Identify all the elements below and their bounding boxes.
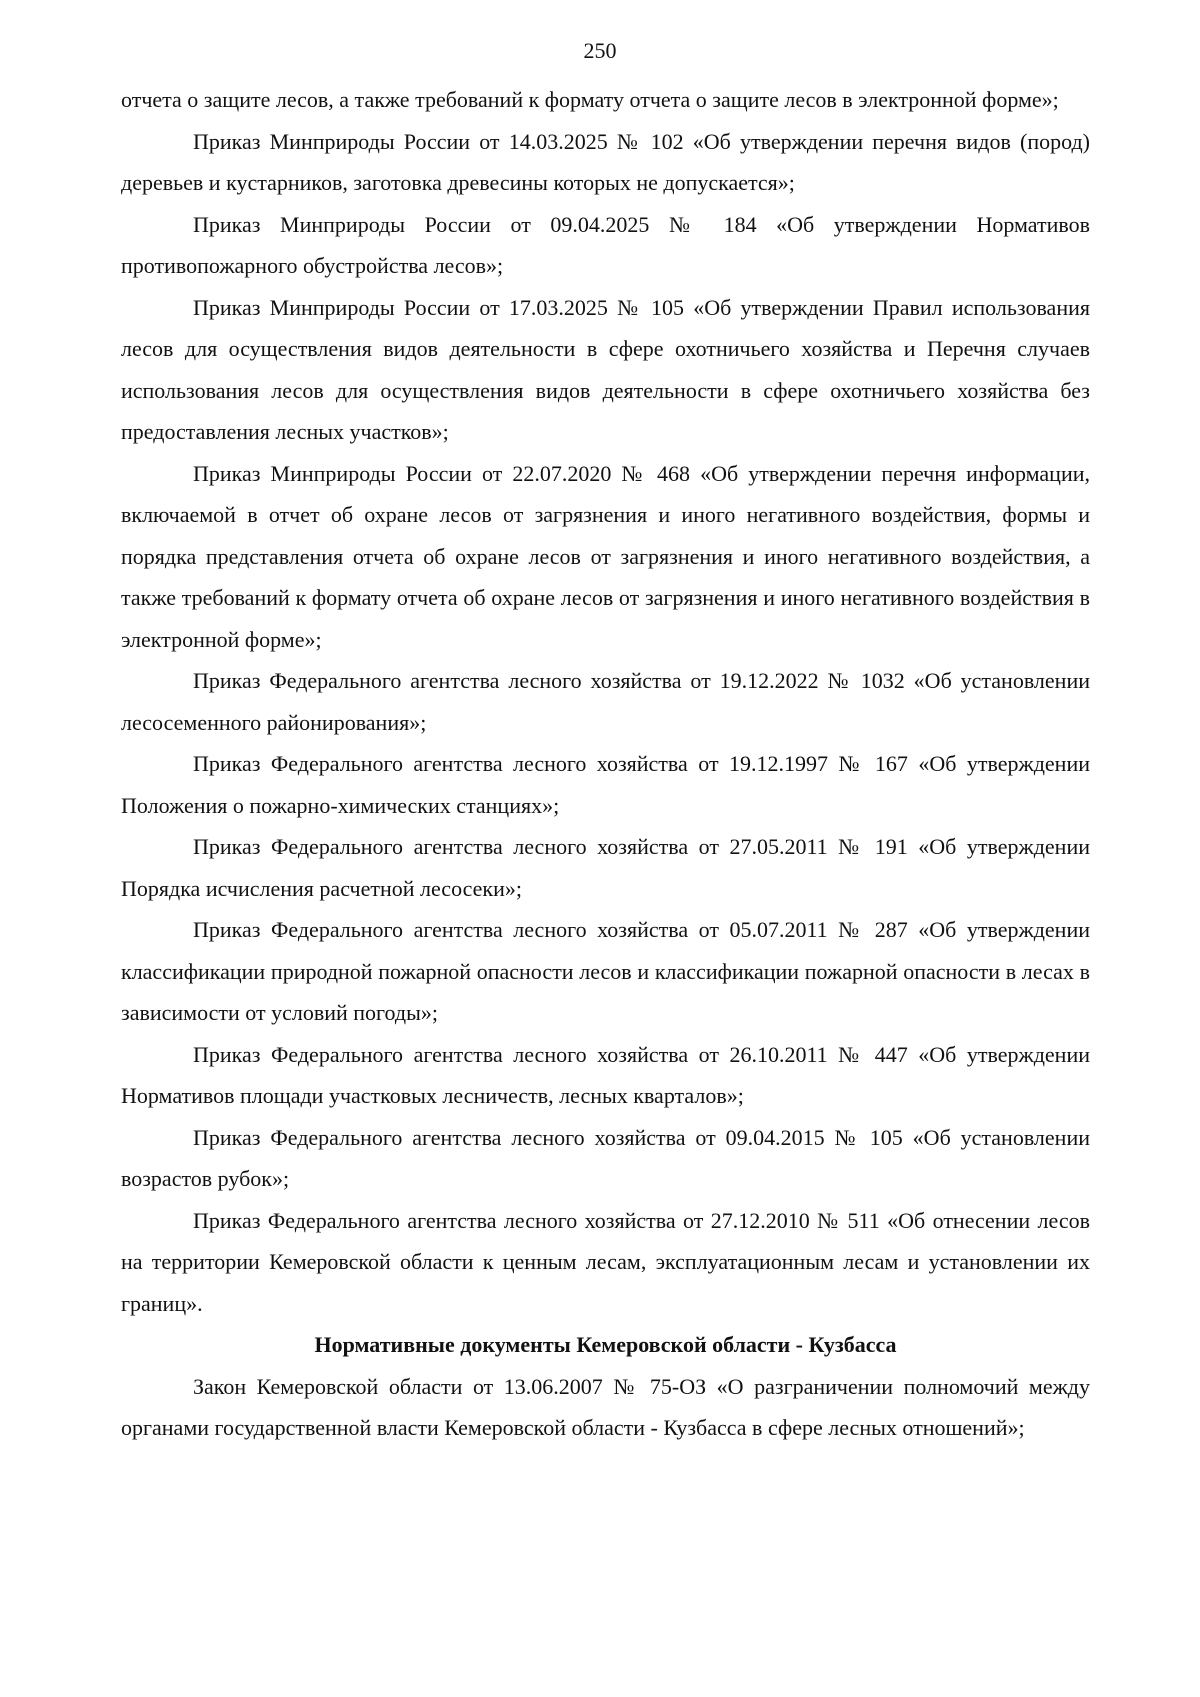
paragraph-order-167: Приказ Федерального агентства лесного хозяйства от 19.12.1997 № 167 «Об утверждении Положения о пожарно-химических станциях»; xyxy=(121,751,1090,818)
paragraph-order-287: Приказ Федерального агентства лесного хозяйства от 05.07.2011 № 287 «Об утверждении классификации природной пожарной опасности лесов и классификации пожарной опасности в лесах в зависимости от условий погоды»; xyxy=(121,917,1090,1025)
paragraph-order-191: Приказ Федерального агентства лесного хозяйства от 27.05.2011 № 191 «Об утверждении Порядка исчисления расчетной лесосеки»; xyxy=(121,834,1090,901)
paragraph-order-447: Приказ Федерального агентства лесного хозяйства от 26.10.2011 № 447 «Об утверждении Нормативов площади участковых лесничеств, лесных кварталов»; xyxy=(121,1041,1090,1108)
paragraph-order-184: Приказ Минприроды России от 09.04.2025 № 184 «Об утверждении Нормативов противопожарного обустройства лесов»; xyxy=(121,211,1090,278)
document-body xyxy=(121,79,1090,1449)
paragraph-order-105-minprirody: Приказ Минприроды России от 17.03.2025 № 105 «Об утверждении Правил использования лесов для осуществления видов деятельности в сфере охотничьего хозяйства и Перечня случаев использования лесов для осуществления видов деятельности в сфере охотничьего хозяйства без предоставления лесных участков»; xyxy=(121,294,1090,444)
paragraph-continuation: отчета о защите лесов, а также требований к формату отчета о защите лесов в электронной форме»; xyxy=(121,87,1059,112)
paragraph-order-468: Приказ Минприроды России от 22.07.2020 № 468 «Об утверждении перечня информации, включаемой в отчет об охране лесов от загрязнения и иного негативного воздействия, формы и порядка представления отчета об охране лесов от загрязнения и иного негативного воздействия, а также требований к формату отчета об охране лесов от загрязнения и иного негативного воздействия в электронной форме»; xyxy=(121,460,1090,652)
paragraph-order-102: Приказ Минприроды России от 14.03.2025 № 102 «Об утверждении перечня видов (пород) деревьев и кустарников, заготовка древесины которых не допускается»; xyxy=(121,128,1090,195)
paragraph-law-75-oz: Закон Кемеровской области от 13.06.2007 № 75-ОЗ «О разграничении полномочий между органами государственной власти Кемеровской области - Кузбасса в сфере лесных отношений»; xyxy=(121,1373,1090,1440)
paragraph-order-511: Приказ Федерального агентства лесного хозяйства от 27.12.2010 № 511 «Об отнесении лесов на территории Кемеровской области к ценным лесам, эксплуатационным лесам и установлении их границ». xyxy=(121,1207,1090,1316)
paragraph-order-1032: Приказ Федерального агентства лесного хозяйства от 19.12.2022 № 1032 «Об установлении лесосеменного районирования»; xyxy=(121,668,1090,735)
section-heading: Нормативные документы Кемеровской области - Кузбасса xyxy=(314,1332,897,1357)
paragraph-order-105-rosleshoz: Приказ Федерального агентства лесного хозяйства от 09.04.2015 № 105 «Об установлении возрастов рубок»; xyxy=(121,1124,1090,1191)
page-number: 250 xyxy=(583,38,617,63)
